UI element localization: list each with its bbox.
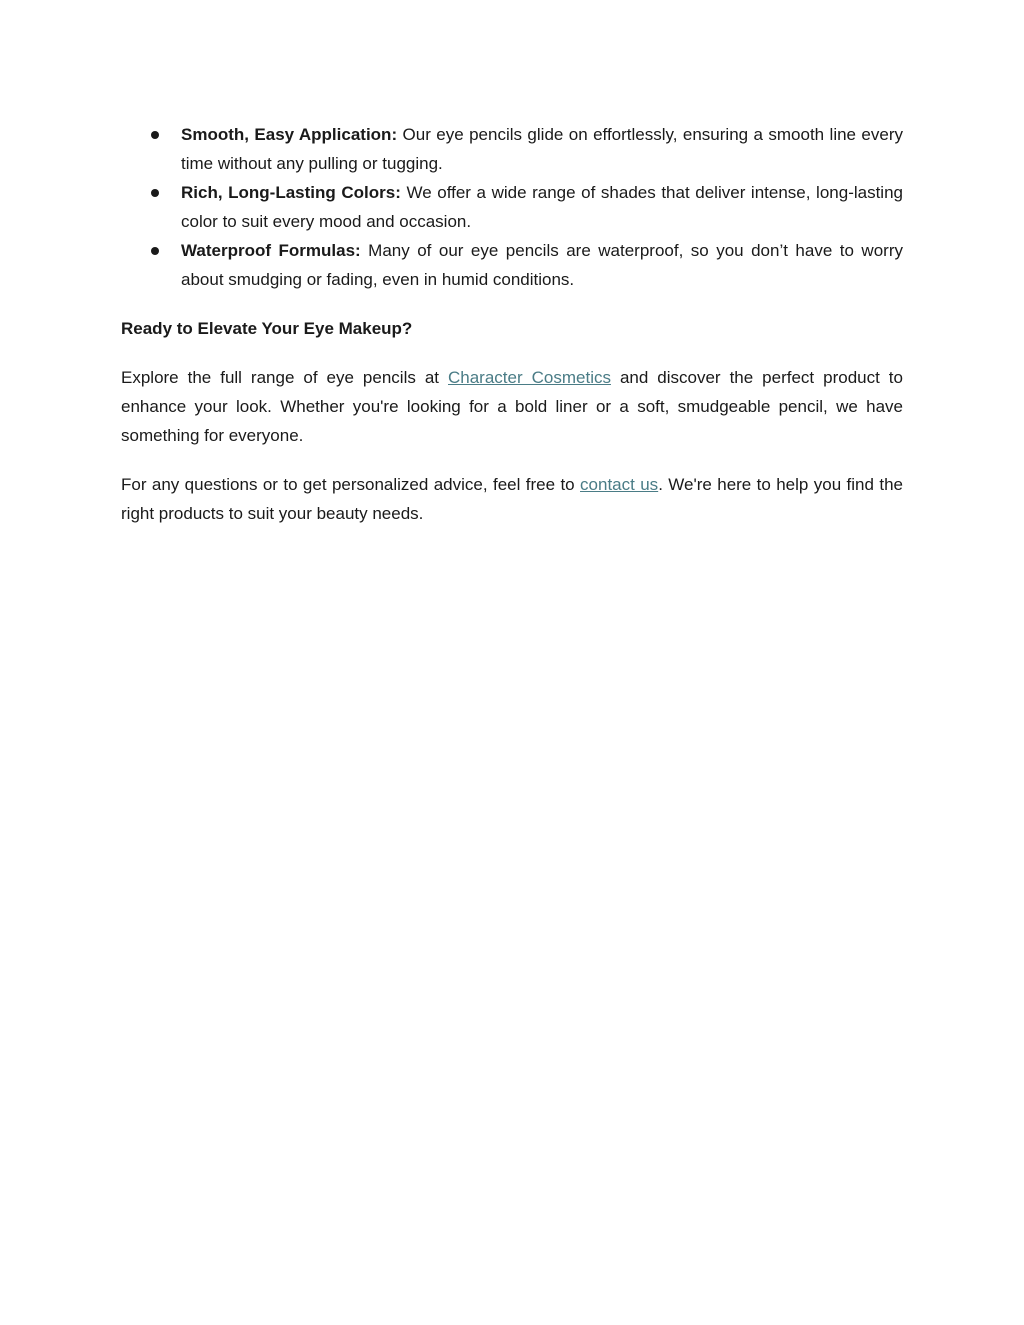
feature-text: Our eye pencils glide on effortlessly, ensuring a smooth line every time without any pulling or tugging. xyxy=(181,125,903,173)
paragraph-text: For any questions or to get personalized advice, feel free to xyxy=(121,475,575,494)
feature-text: We offer a wide range of shades that deliver intense, long-lasting color to suit every mood and occasion. xyxy=(181,183,903,231)
bullet-icon xyxy=(151,247,159,255)
document-content xyxy=(121,120,903,528)
list-item xyxy=(121,236,903,294)
contact-us-link[interactable]: contact us xyxy=(580,475,659,494)
explore-paragraph xyxy=(121,363,903,450)
paragraph-text: . We're here to help you find the right products to suit your beauty needs. xyxy=(121,475,903,523)
bullet-icon xyxy=(151,189,159,197)
feature-list xyxy=(121,120,903,294)
feature-term: Rich, Long-Lasting Colors: xyxy=(181,183,401,202)
character-cosmetics-link[interactable]: Character Cosmetics xyxy=(448,368,611,387)
feature-text: Many of our eye pencils are waterproof, so you don’t have to worry about smudging or fading, even in humid conditions. xyxy=(181,241,903,289)
list-item xyxy=(121,178,903,236)
paragraph-text: Explore the full range of eye pencils at xyxy=(121,368,440,387)
feature-term: Waterproof Formulas: xyxy=(181,241,361,260)
bullet-icon xyxy=(151,131,159,139)
section-heading: Ready to Elevate Your Eye Makeup? xyxy=(121,319,413,338)
feature-term: Smooth, Easy Application: xyxy=(181,125,398,144)
list-item xyxy=(121,120,903,178)
paragraph-text: and discover the perfect product to enhance your look. Whether you're looking for a bold liner or a soft, smudgeable pencil, we have something for everyone. xyxy=(121,368,903,445)
contact-paragraph xyxy=(121,470,903,528)
